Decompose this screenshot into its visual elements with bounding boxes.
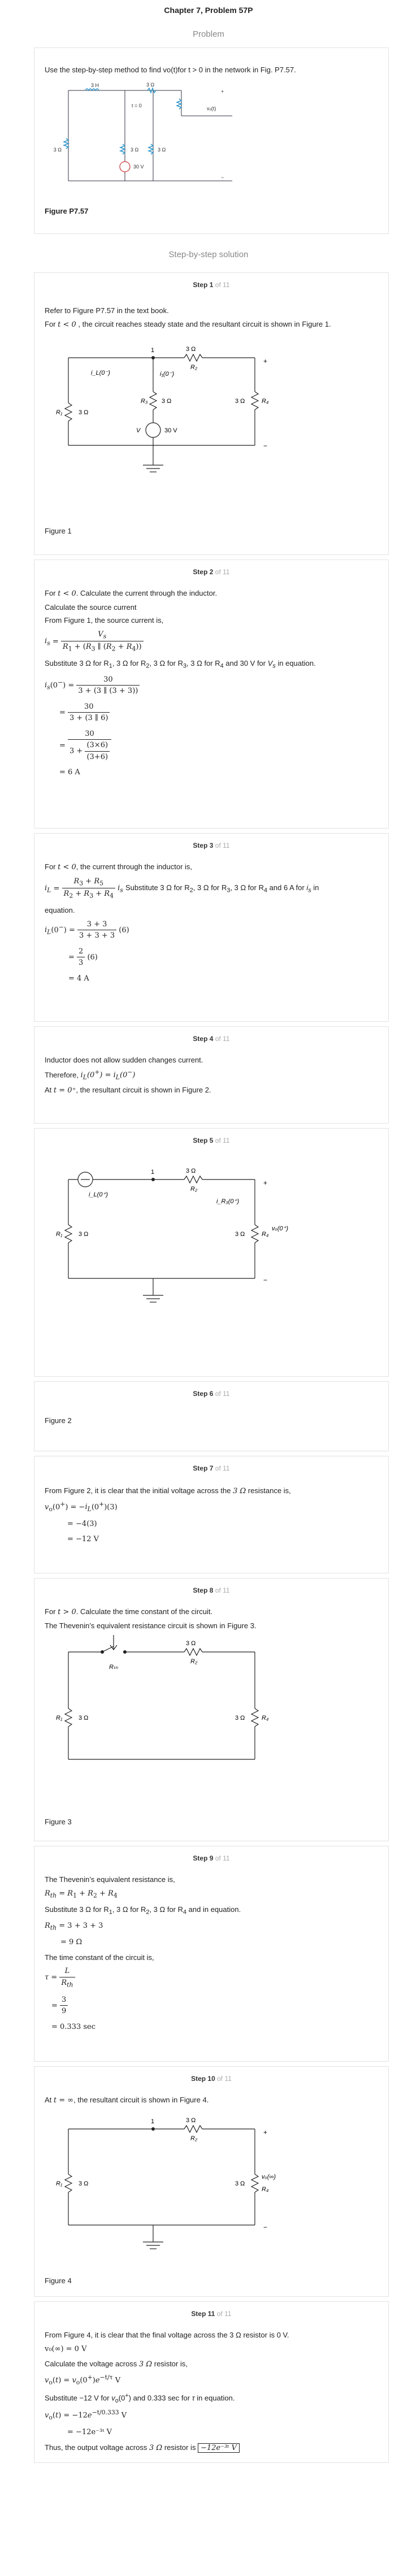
source-label: V: [136, 427, 141, 434]
figure-1-circuit: [34, 341, 389, 505]
step-text: The time constant of the circuit is,: [45, 1953, 154, 1962]
res-label: 3 Ω: [186, 1640, 196, 1647]
problem-text: Use the step-by-step method to find vo(t)for t > 0 in the network in Fig. P7.57.: [45, 66, 296, 74]
chapter-title: Chapter 7, Problem 57P: [164, 6, 253, 15]
res-label: 3 Ω: [235, 1715, 245, 1721]
equation: = −12 V: [67, 1535, 99, 1544]
res-label: R₁: [56, 2180, 63, 2187]
step-text: For t < 0, the current through the inductor is,: [45, 862, 193, 871]
res-label: 3 Ω: [186, 1168, 196, 1174]
plus: +: [263, 357, 268, 365]
figure-label: Figure 1: [45, 527, 72, 535]
figure-4-circuit: [34, 2106, 389, 2276]
plus: +: [263, 1179, 268, 1187]
res-label: R₁: [56, 1231, 63, 1238]
current-label: i₁(0⁻): [160, 371, 175, 378]
figure-label: Figure 4: [45, 2276, 72, 2285]
res-label: R₄: [262, 1715, 269, 1721]
res-label: R₄: [262, 398, 269, 405]
res-label: 3 Ω: [186, 2117, 196, 2124]
step-text: At t = 0⁺, the resultant circuit is shown in Figure 2.: [45, 1086, 211, 1095]
step-card: Step 10 of 11 At t = ∞, the resultant circuit is shown in Figure 4. 1 3 Ω R₂ R₁ 3 Ω 3 Ω R₄ vₒ(∞) + − Figure 4: [34, 2066, 389, 2297]
step-text: From Figure 1, the source current is,: [45, 616, 164, 625]
step-card: Step 7 of 11 From Figure 2, it is clear that the initial voltage across the 3 Ω resistance is, $v_o(0^+) = -i_L(0^+)(3)$ = −4(3) = −12 V: [34, 1456, 389, 1573]
step-card: Step 5 of 11 1 i_L(0⁺) R₁ 3 Ω 3 Ω R₂ i_R₃(0⁺) 3 Ω R₄ vₒ(0⁺) + −: [34, 1128, 389, 1377]
step-text: Substitute 3 Ω for $R_1$, 3 Ω for $R_2$, 3 Ω for $R_3$, 3 Ω for $R_4$ and 30 V for $V_s$ in equation.: [45, 659, 316, 670]
res-label: R₂: [190, 364, 198, 371]
res-label: R₁: [56, 409, 63, 416]
step-text: Substitute 3 Ω for $R_1$, 3 Ω for $R_2$, 3 Ω for $R_4$ and in equation.: [45, 1905, 241, 1916]
res-label: 3 Ω: [235, 1231, 245, 1238]
voltage-source-icon: [120, 162, 130, 172]
res-label: R₁: [56, 1715, 63, 1721]
plus: +: [221, 89, 224, 94]
step-card: Step 8 of 11 For t > 0. Calculate the time constant of the circuit. The Thevenin’s equivalent resistance circuit is shown in Figure 3. Rₜₕ 3 Ω R₂ R₁ 3 Ω 3 Ω R₄ Figure 3: [34, 1578, 389, 1841]
res-label: R₂: [190, 1186, 198, 1192]
step-text: Calculate the source current: [45, 602, 137, 612]
equation: $v_o(t) = v_o(0^+)e^{-t/\tau}$ V: [45, 2373, 121, 2386]
step-text: The Thevenin’s equivalent resistance circuit is shown in Figure 3.: [45, 1621, 257, 1630]
res-label: 3 Ω: [146, 82, 155, 88]
res-label: 3 Ω: [158, 147, 166, 153]
equation: = $\frac{30}{3 + (3 \parallel 6)}$: [45, 701, 378, 724]
step-text: Inductor does not allow sudden changes current.: [45, 1056, 203, 1064]
res-label: R₂: [190, 1658, 198, 1665]
equation: $R_{th} = 3 + 3 + 3$: [45, 1921, 103, 1932]
equation: = 30 3 + $\frac{(3\times 6)}{(3+6)}$: [45, 728, 378, 763]
figure-2-circuit: [34, 1151, 389, 1332]
equation: = 6 A: [59, 768, 80, 777]
problem-card: [34, 47, 389, 234]
source-label: 30 V: [133, 164, 144, 170]
equation: $i_L(0^-)$ = $\frac{3 + 3}{3 + 3 + 3}$ (6): [45, 920, 129, 940]
step-card: Step 1 of 11 Refer to Figure P7.57 in the text book. For t < 0 , the circuit reaches steady state and the resultant circuit is shown in Figure 1. 1 i_L(0⁻) i₁(0⁻) R₁ 3 Ω R₃ 3 Ω 3 Ω R₂ 3 Ω R₄ 30 V V + − Figure 1: [34, 272, 389, 555]
res-label: R₂: [190, 2135, 198, 2142]
rth-label: Rₜₕ: [109, 1664, 118, 1671]
res-label: 3 Ω: [186, 346, 196, 353]
current-label: i_L(0⁻): [91, 370, 110, 376]
step-text: For t < 0 , the circuit reaches steady state and the resultant circuit is shown in Figure 1.: [45, 319, 331, 329]
equation: = −12e⁻³ᵗ V: [67, 2428, 112, 2437]
equation: v₀(∞) = 0 V: [45, 2344, 87, 2353]
equation: $i_L$ = $\frac{R_3 + R_5}{R_2 + R_3 + R_4}$ $i_s$ Substitute 3 Ω for $R_2$, 3 Ω for $R_3$, 3 Ω for $R_4$ and 6 A for $i_s$ in: [45, 877, 319, 900]
minus: −: [263, 1276, 268, 1284]
step-card: Step 11 of 11 From Figure 4, it is clear that the final voltage across the 3 Ω resistor is 0 V. v₀(∞) = 0 V Calculate the voltage across 3 Ω resistor is, $v_o(t) = v_o(0^+)e^{-t/\tau}$ V Substitute −12 V for $v_o(0^+)$ and 0.333 sec for τ in equation. $v_o(t) = -12e^{-t/0.333}$ V = −12e⁻³ᵗ V Thus, the output voltage across 3 Ω resistor is −12e⁻³ᵗ V: [34, 2301, 389, 2463]
res-label: R₄: [262, 2186, 269, 2193]
figure-label: Figure P7.57: [45, 207, 89, 215]
step-card: Step 2 of 11 For t < 0. Calculate the current through the inductor. Calculate the source current From Figure 1, the source current is, $i_s$ = $\frac{V_s}{R_1 + (R_3 \parallel (R_2 + R_4))}$ Substitute 3 Ω for $R_1$, 3 Ω for $R_2$, 3 Ω for $R_3$, 3 Ω for $R_4$ and 30 V for $V_s$ in equation. $i_s(0^-)$ = $\frac{30}{3 + (3 \parallel (3 + 3))}$ = $\frac{30}{3 + (3 \parallel 6)}$ = 30 3 + $\frac{(3\times 6)}{(3+6)}$ = 6 A: [34, 560, 389, 829]
solution-label: Step-by-step solution: [168, 250, 249, 259]
figure-label: Figure 2: [45, 1416, 72, 1425]
res-label: R₄: [262, 1231, 269, 1238]
step-text: For t < 0. Calculate the current through the inductor.: [45, 589, 218, 598]
answer-box: −12e⁻³ᵗ V: [198, 2443, 240, 2453]
step-text: Calculate the voltage across 3 Ω resistor is,: [45, 2360, 188, 2369]
equation: = $\frac{3}{9}$: [45, 1994, 378, 2017]
figure-label: Figure 3: [45, 1818, 72, 1826]
equation: = 4 A: [68, 974, 89, 983]
figure-3-circuit: [34, 1629, 389, 1799]
step-card: Step 4 of 11 Inductor does not allow sudden changes current. Therefore, $i_L(0^+) = i_L(0^-)$ At t = 0⁺, the resultant circuit is shown in Figure 2.: [34, 1026, 389, 1124]
step-text: The Thevenin’s equivalent resistance is,: [45, 1875, 175, 1884]
minus: −: [221, 175, 224, 180]
equation: $v_o(0^+) = -i_L(0^+)(3)$: [45, 1500, 118, 1513]
minus: −: [263, 2223, 268, 2231]
current-label: i_L(0⁺): [89, 1191, 108, 1198]
res-label: 3 Ω: [235, 2180, 245, 2187]
minus: −: [263, 442, 268, 450]
step-text: Thus, the output voltage across 3 Ω resistor is −12e⁻³ᵗ V: [45, 2443, 378, 2453]
equation: = −4(3): [67, 1519, 97, 1528]
step-text: From Figure 4, it is clear that the final voltage across the 3 Ω resistor is 0 V.: [45, 2331, 289, 2339]
node-label: 1: [151, 2118, 155, 2125]
source-label: 30 V: [164, 427, 177, 434]
res-label: 3 Ω: [131, 147, 139, 153]
problem-circuit: [34, 82, 389, 195]
res-label: 3 Ω: [79, 2180, 89, 2187]
equation: = 0.333 sec: [51, 2022, 96, 2031]
step-card: Step 9 of 11 The Thevenin’s equivalent resistance is, $R_{th} = R_1 + R_2 + R_4$ Substitute 3 Ω for $R_1$, 3 Ω for $R_2$, 3 Ω for $R_4$ and in equation. $R_{th} = 3 + 3 + 3$ = 9 Ω The time constant of the circuit is, τ = $\frac{L}{R_{th}}$ = $\frac{3}{9}$ = 0.333 sec: [34, 1846, 389, 2062]
step-text: From Figure 2, it is clear that the initial voltage across the 3 Ω resistance is,: [45, 1486, 291, 1495]
res-label: 3 Ω: [79, 409, 89, 416]
step-text: equation.: [45, 906, 75, 915]
switch-label: t = 0: [132, 103, 142, 109]
vo-label: vₒ(0⁺): [272, 1225, 289, 1232]
equation: $i_s$ = $\frac{V_s}{R_1 + (R_3 \parallel (R_2 + R_4))}$: [45, 629, 378, 654]
step-card: Step 6 of 11 Figure 2: [34, 1381, 389, 1451]
equation: $i_s(0^-)$ = $\frac{30}{3 + (3 \parallel (3 + 3))}$: [45, 674, 378, 697]
vo-label: vₒ(t): [207, 106, 216, 111]
node-label: 1: [151, 347, 155, 354]
problem-label: Problem: [193, 29, 224, 39]
vo-label: vₒ(∞): [262, 2174, 276, 2180]
equation: = $\frac{2}{3}$ (6): [68, 947, 98, 968]
step-text: Refer to Figure P7.57 in the text book.: [45, 306, 169, 315]
res-label: 3 Ω: [162, 398, 172, 405]
res-label: 3 Ω: [79, 1715, 89, 1721]
res-label: R₃: [141, 398, 148, 405]
voltage-source-icon: [146, 423, 160, 437]
ind-label: 3 H: [91, 83, 99, 88]
equation: = 9 Ω: [60, 1938, 82, 1947]
res-label: 3 Ω: [53, 147, 62, 153]
res-label: 3 Ω: [79, 1231, 89, 1238]
step-text: Substitute −12 V for $v_o(0^+)$ and 0.333 sec for τ in equation.: [45, 2392, 235, 2404]
step-text: For t > 0. Calculate the time constant of the circuit.: [45, 1607, 213, 1616]
res-label: 3 Ω: [235, 398, 245, 405]
node-label: 1: [151, 1169, 155, 1176]
step-text: Therefore, $i_L(0^+) = i_L(0^-)$: [45, 1068, 136, 1081]
step-card: Step 3 of 11 For t < 0, the current through the inductor is, $i_L$ = $\frac{R_3 + R_5}{R_2 + R_3 + R_4}$ $i_s$ Substitute 3 Ω for $R_2$, 3 Ω for $R_3$, 3 Ω for $R_4$ and 6 A for $i_s$ in equation. $i_L(0^-)$ = $\frac{3 + 3}{3 + 3 + 3}$ (6) = $\frac{2}{3}$ (6) = 4 A: [34, 833, 389, 1022]
step-text: At t = ∞, the resultant circuit is shown in Figure 4.: [45, 2096, 209, 2105]
equation: τ = $\frac{L}{R_{th}}$: [45, 1966, 378, 1989]
equation: $R_{th} = R_1 + R_2 + R_4$: [45, 1889, 118, 1900]
current-label: i_R₃(0⁺): [216, 1198, 240, 1205]
plus: +: [263, 2128, 268, 2136]
equation: $v_o(t) = -12e^{-t/0.333}$ V: [45, 2409, 127, 2422]
